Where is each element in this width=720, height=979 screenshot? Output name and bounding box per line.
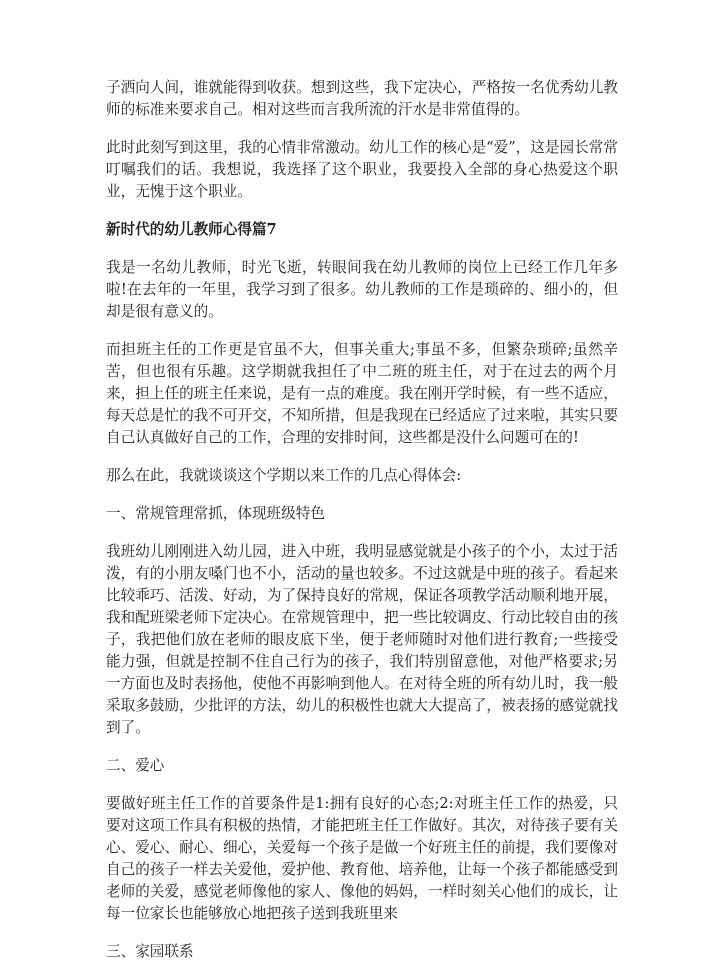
section-heading-2: 二、爱心 [106, 757, 165, 774]
section-heading-1: 一、常规管理常抓，体现班级特色 [106, 505, 325, 522]
section-paragraph-2: 要做好班主任工作的首要条件是1:拥有良好的心态;2:对班主任工作的热爱，只要对这项工作具有积极的热情，才能把班主任工作做好。其次，对待孩子要有关心、爱心、耐心、细心，关爱每一个孩子是做一个好班主任的前提，我们要像对自己的孩子一样去关爱他，爱护他、教育他、培养他，让每一个孩子都能感受到老师的关爱，感觉老师像他的家人、像他的妈妈，一样时刻关心他们的成长，让每一位家长也能够放心地把孩子送到我班里来 [106, 795, 618, 922]
intro-paragraph-1: 子洒向人间，谁就能得到收获。想到这些，我下定决心，严格按一名优秀幼儿教师的标准来要求自己。相对这些而言我所流的汗水是非常值得的。 [106, 79, 618, 118]
section-heading-3: 三、家园联系 [106, 943, 194, 960]
document-page [106, 77, 618, 979]
article-title: 新时代的幼儿教师心得篇7 [106, 221, 277, 238]
intro-paragraph-2: 此时此刻写到这里，我的心情非常激动。幼儿工作的核心是“爱”，这是园长常常叮嘱我们的话。我想说，我选择了这个职业，我要投入全部的身心热爱这个职业，无愧于这个职业。 [106, 139, 618, 200]
body-paragraph-2: 而担班主任的工作更是官虽不大，但事关重大;事虽不多，但繁杂琐碎;虽然辛苦，但也很有乐趣。这学期就我担任了中二班的班主任，对于在过去的两个月来，担上任的班主任来说，是有一点的难度。我在刚开学时候，有一些不适应，每天总是忙的我不可开交，不知所措，但是我现在已经适应了过来啦，其实只要自己认真做好自己的工作，合理的安排时间，这些都是没什么问题可在的! [106, 341, 618, 446]
section-paragraph-1: 我班幼儿刚刚进入幼儿园，进入中班，我明显感觉就是小孩子的个小，太过于活泼，有的小朋友嗓门也不小，活动的量也较多。不过这就是中班的孩子。看起来比较乖巧、活泼、好动，为了保持良好的常规，保证各项教学活动顺利地开展，我和配班梁老师下定决心。在常规管理中，把一些比较调皮、行动比较自由的孩子，我把他们放在老师的眼皮底下坐，便于老师随时对他们进行教育;一些接受能力强，但就是控制不住自己行为的孩子，我们特別留意他，对他严格要求;另一方面也及时表扬他，使他不再影响到他人。在对待全班的所有幼儿时，我一般采取多鼓励，少批评的方法，幼儿的积极性也就大大提高了，被表扬的感觉就找到了。 [106, 543, 618, 736]
body-paragraph-1: 我是一名幼儿教师，时光飞逝，转眼间我在幼儿教师的岗位上已经工作几年多啦!在去年的一年里，我学习到了很多。幼儿教师的工作是琐碎的、细小的，但却是很有意义的。 [106, 259, 618, 320]
body-paragraph-3: 那么在此，我就谈谈这个学期以来工作的几点心得体会: [106, 467, 462, 484]
